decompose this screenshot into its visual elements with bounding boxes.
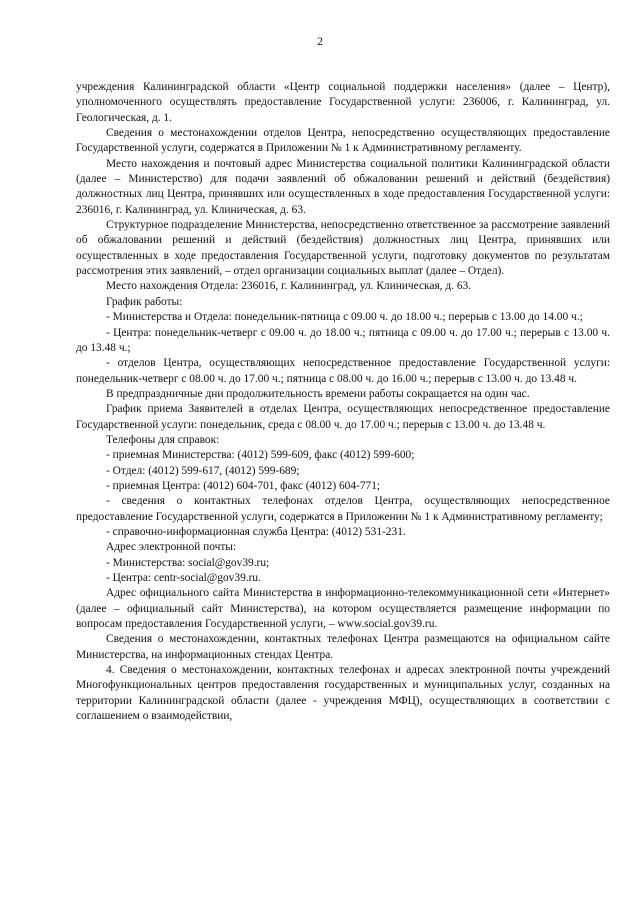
paragraph: - приемная Министерства: (4012) 599-609, факс (4012) 599-600; <box>106 449 415 462</box>
document-body <box>76 80 610 724</box>
paragraph: - Центра: centr-social@gov39.ru. <box>106 572 261 584</box>
paragraph: Сведения о местонахождении, контактных телефонах Центра размещаются на официальном сайте Министерства, на информационных стендах Центра. <box>76 633 610 661</box>
paragraph: Сведения о местонахождении отделов Центра, непосредственно осуществляющих предоставление Государственной услуги, содержатся в Приложении № 1 к Административному регламенту. <box>76 127 610 155</box>
paragraph: Место нахождения Отдела: 236016, г. Калининград, ул. Клиническая, д. 63. <box>106 280 472 293</box>
paragraph: Структурное подразделение Министерства, непосредственно ответственное за рассмотрение заявлений об обжаловании решений и действий (бездействия) должностных лиц Центра, принявших или осуществленных в ходе предоставления Государственной услуги, подготовку документов по результатам рассмотрения этих заявлений, – отдел организации социальных выплат (далее – Отдел). <box>76 219 610 278</box>
paragraph: В предпраздничные дни продолжительность времени работы сокращается на один час. <box>106 387 530 400</box>
paragraph: - приемная Центра: (4012) 604-701, факс (4012) 604-771; <box>106 479 381 492</box>
paragraph: Адрес электронной почты: <box>106 541 237 554</box>
paragraph: - Министерства: social@gov39.ru; <box>106 556 270 569</box>
page-number: 2 <box>317 34 323 48</box>
paragraph: График работы: <box>106 295 183 308</box>
paragraph: Телефоны для справок: <box>106 433 220 446</box>
paragraph: - справочно-информационная служба Центра: (4012) 531-231. <box>106 525 406 538</box>
paragraph: - Министерства и Отдела: понедельник-пятница с 09.00 ч. до 18.00 ч.; перерыв с 13.00 до 14.00 ч.; <box>106 311 583 324</box>
paragraph: - сведения о контактных телефонах отделов Центра, осуществляющих непосредственное предоставление Государственной услуги, содержатся в Приложении № 1 к Административному регламенту; <box>76 495 610 523</box>
paragraph: 4. Сведения о местонахождении, контактных телефонах и адресах электронной почты учреждений Многофункциональных центров предоставления государственных и муниципальных услуг, созданных на территории Калининградской области (далее - учреждения МФЦ), осуществляющих в соответствии с соглашением о взаимодействии, <box>76 664 610 723</box>
paragraph: Адрес официального сайта Министерства в информационно-телекоммуникационной сети «Интернет» (далее – официальный сайт Министерства), на котором осуществляется размещение информации по вопросам предоставления Государственной услуги, – www.social.gov39.ru. <box>76 587 610 631</box>
paragraph: Место нахождения и почтовый адрес Министерства социальной политики Калининградской области (далее – Министерство) для подачи заявлений об обжаловании решений и действий (бездействия) должностных лиц Центра, принявших или осуществленных в ходе предоставления Государственной услуги: 236016, г. Калининград, ул. Клиническая, д. 63. <box>76 157 610 216</box>
paragraph: - Отдел: (4012) 599-617, (4012) 599-689; <box>106 464 300 477</box>
paragraph: учреждения Калининградской области «Центр социальной поддержки населения» (далее – Центр), уполномоченного осуществлять предоставление Государственной услуги: 236006, г. Калининград, ул. Геологическая, д. 1. <box>76 81 610 124</box>
paragraph: - Центра: понедельник-четверг с 09.00 ч. до 18.00 ч.; пятница с 09.00 ч. до 17.00 ч.; перерыв с 13.00 ч. до 13.48 ч.; <box>76 326 610 354</box>
paragraph: - отделов Центра, осуществляющих непосредственное предоставление Государственной услуги: понедельник-четверг с 08.00 ч. до 17.00 ч.; пятница с 08.00 ч. до 16.00 ч.; перерыв с 13.00 ч. до 13.48 ч. <box>76 357 610 385</box>
paragraph: График приема Заявителей в отделах Центра, осуществляющих непосредственное предоставление Государственной услуги: понедельник, среда с 08.00 ч. до 17.00 ч.; перерыв с 13.00 ч. до 13.48 ч. <box>76 403 610 431</box>
